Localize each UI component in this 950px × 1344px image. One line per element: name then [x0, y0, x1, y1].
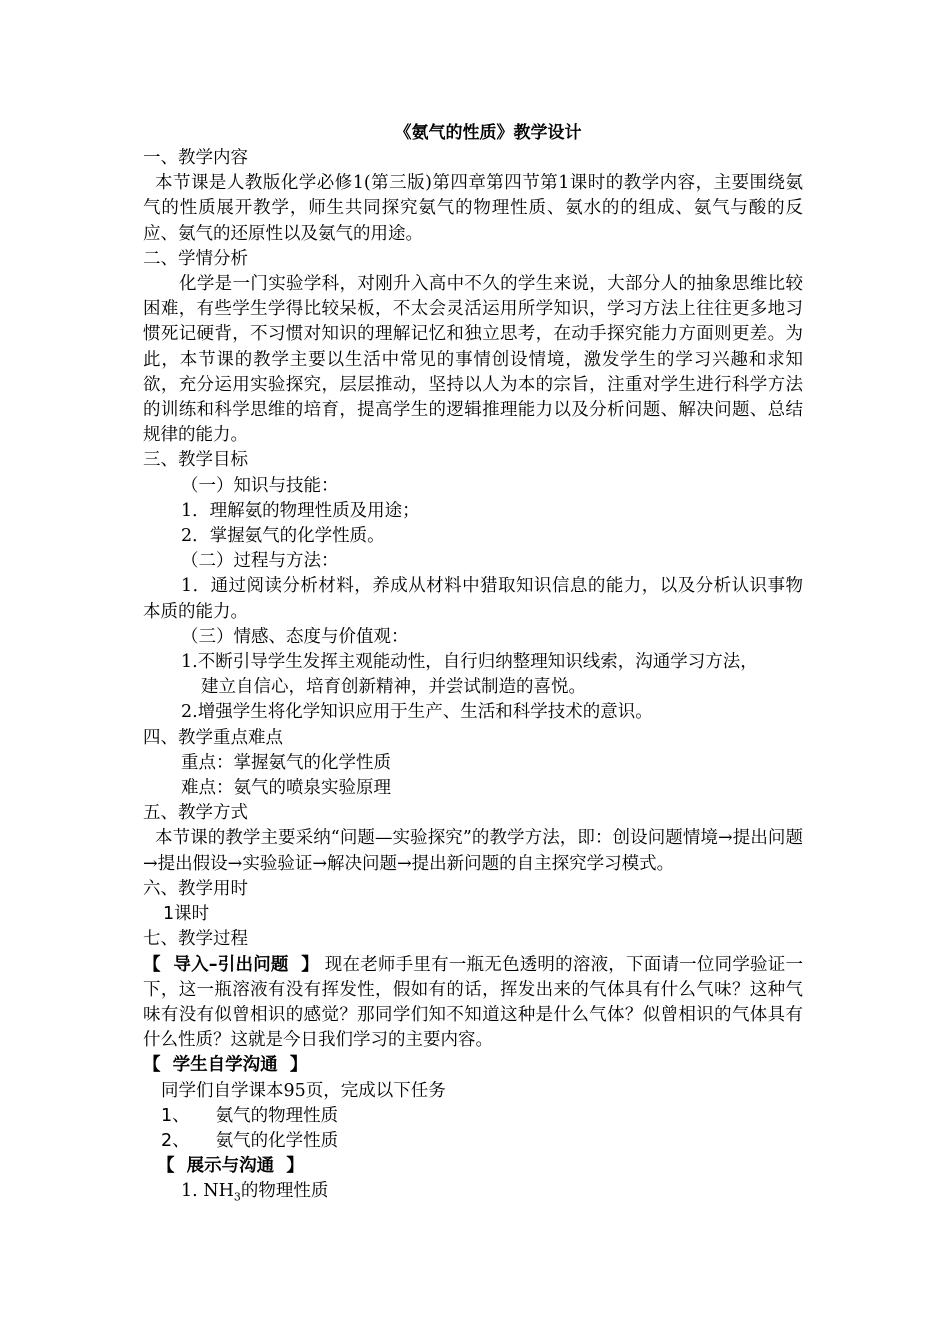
objective-emotion-heading: （三）情感、态度与价值观：: [181, 626, 409, 647]
section-heading-objectives: 三、教学目标: [143, 450, 248, 471]
section-heading-content: 一、教学内容: [143, 148, 248, 168]
intro-label: 【 导入–引出问题 】: [143, 954, 319, 975]
task-item-1: [143, 1104, 803, 1129]
document-title: 《氨气的性质》教学设计: [394, 123, 582, 143]
intro-paragraph: [143, 953, 803, 1054]
task-item-2-number: 2、: [161, 1130, 190, 1151]
task-item-1-number: 1、: [161, 1105, 190, 1126]
document-body: [143, 120, 803, 1205]
objective-emotion-item-2: 2.增强学生将化学知识应用于生产、生活和科学技术的意识。: [181, 702, 653, 723]
intro-body: 现在老师手里有一瓶无色透明的溶液，下面请一位同学验证一下，这一瓶溶液有没有挥发性，假如有的话，挥发出来的气体具有什么气味？这种气味有没有似曾相识的感觉？那同学们知不知道这种是什么气体？似曾相识的气体具有什么性质？这就是今日我们学习的主要内容。: [143, 954, 803, 1051]
section-heading-duration: 六、教学用时: [143, 878, 248, 899]
objective-knowledge-item-1: 1．理解氨的物理性质及用途；: [181, 500, 420, 521]
objective-knowledge-heading: （一）知识与技能：: [181, 475, 339, 496]
self-study-body: 同学们自学课本95页，完成以下任务: [161, 1080, 446, 1101]
section-heading-analysis: 二、学情分析: [143, 248, 248, 269]
objective-knowledge-item-2: 2．掌握氨气的化学性质。: [181, 526, 385, 547]
section-heading-key-points: 四、教学重点难点: [143, 727, 283, 748]
self-study-label: 【 学生自学沟通 】: [143, 1055, 308, 1076]
content-paragraph: 本节课是人教版化学必修1(第三版)第四章第四节第1课时的教学内容，主要围绕氨气的性质展开教学，师生共同探究氨气的物理性质、氨水的的组成、氨气与酸的反应、氨气的还原性以及氨气的用途。: [143, 173, 803, 244]
objective-process-heading: （二）过程与方法：: [181, 551, 339, 572]
difficult-point: 难点：氨气的喷泉实验原理: [181, 778, 391, 799]
show-exchange-label: 【 展示与沟通 】: [157, 1156, 304, 1177]
analysis-paragraph: 化学是一门实验学科，对刚升入高中不久的学生来说，大部分人的抽象思维比较困难，有些学生学得比较呆板，不太会灵活运用所学知识，学习方法上往往更多地习惯死记硬背，不习惯对知识的理解记忆和独立思考，在动手探究能力方面则更差。为此，本节课的教学主要以生活中常见的事情创设情境，激发学生的学习兴趣和求知欲，充分运用实验探究，层层推动，坚持以人为本的宗旨，注重对学生进行科学方法的训练和科学思维的培育，提高学生的逻辑推理能力以及分析问题、解决问题、总结规律的能力。: [143, 274, 803, 446]
section-heading-process: 七、教学过程: [143, 929, 248, 950]
task-item-1-text: 氨气的物理性质: [215, 1105, 339, 1126]
nh3-subscript: 3: [233, 1190, 241, 1204]
objective-emotion-item-1-line-1: 1.不断引导学生发挥主观能动性，自行归纳整理知识线索，沟通学习方法，: [181, 652, 758, 673]
method-paragraph: 本节课的教学主要采纳“问题—实验探究”的教学方法，即：创设问题情境→提出问题→提出假设→实验验证→解决问题→提出新问题的自主探究学习模式。: [143, 828, 803, 874]
task-item-2-text: 氨气的化学性质: [215, 1130, 339, 1151]
duration-value: 1课时: [163, 904, 210, 925]
key-point: 重点：掌握氨气的化学性质: [181, 752, 391, 773]
objective-process-item-1: 1．通过阅读分析材料，养成从材料中猎取知识信息的能力，以及分析认识事物本质的能力。: [143, 576, 803, 622]
objective-emotion-item-1-line-2: 建立自信心，培育创新精神，并尝试制造的喜悦。: [201, 677, 586, 698]
nh3-prefix: 1. NH: [181, 1181, 234, 1202]
task-item-2: [143, 1129, 803, 1154]
section-heading-method: 五、教学方式: [143, 803, 248, 824]
nh3-suffix: 的物理性质: [240, 1181, 329, 1202]
nh3-physical-properties-heading: [143, 1179, 803, 1204]
